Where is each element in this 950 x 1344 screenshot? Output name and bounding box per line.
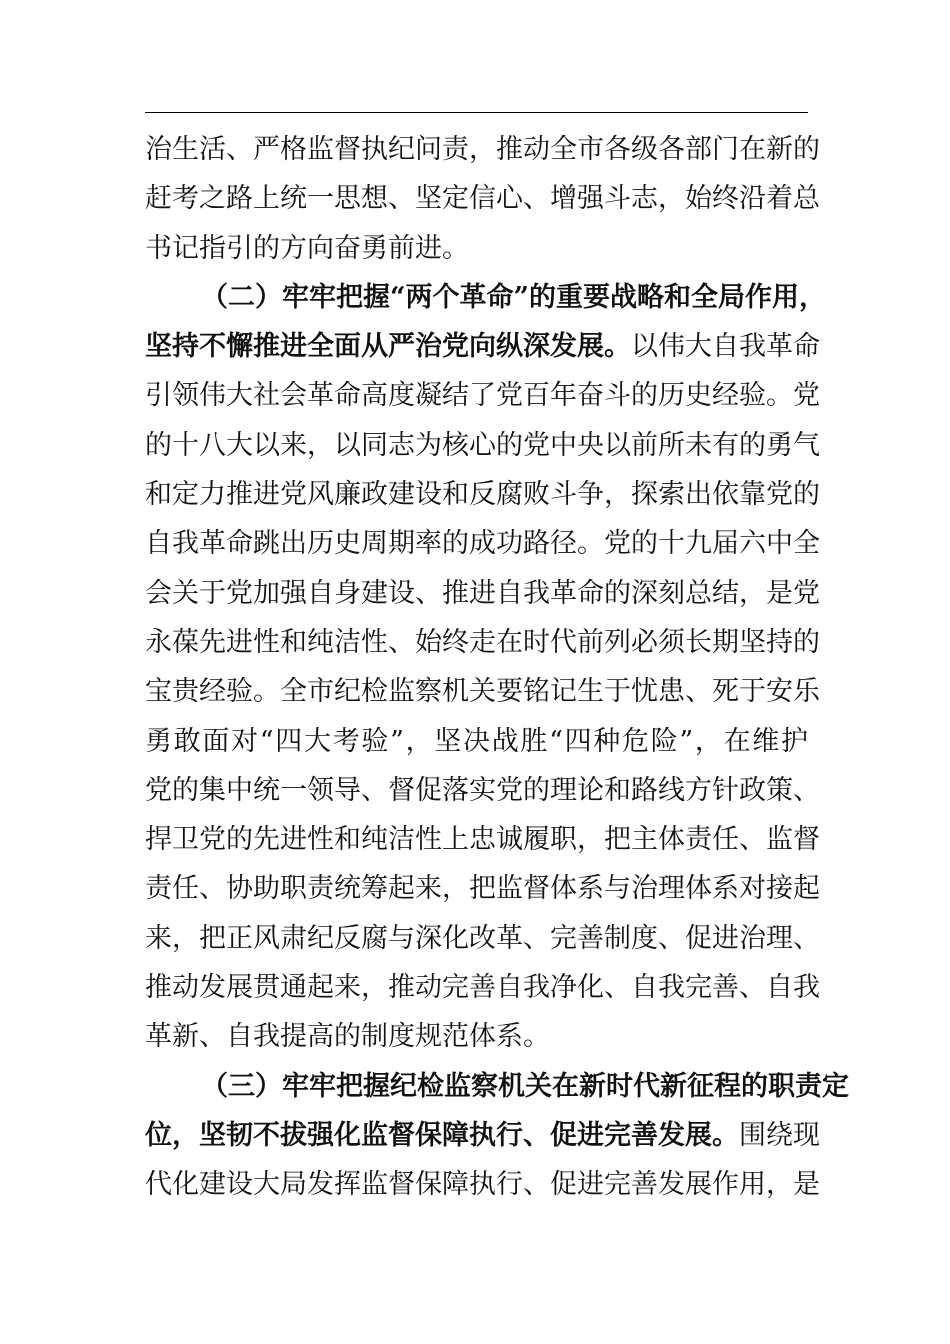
paragraph-line xyxy=(145,322,820,371)
paragraph-line: 来，把正风肃纪反腐与深化改革、完善制度、促进治理、 xyxy=(145,922,820,954)
paragraph-line: 的十八大以来，以同志为核心的党中央以前所未有的勇气 xyxy=(145,429,820,461)
paragraph-line: 会关于党加强自身建设、推进自我革命的深刻总结，是党 xyxy=(145,577,820,609)
paragraph-line: 捍卫党的先进性和纯洁性上忠诚履职，把主体责任、监督 xyxy=(145,824,820,856)
paragraph-line: 赶考之路上统一思想、坚定信心、增强斗志，始终沿着总 xyxy=(145,183,820,215)
paragraph-line: 书记指引的方向奋勇前进。 xyxy=(145,232,469,264)
paragraph-line: 治生活、严格监督执纪问责，推动全市各级各部门在新的 xyxy=(145,134,820,165)
paragraph-line: 党的集中统一领导、督促落实党的理论和路线方针政策、 xyxy=(145,774,820,806)
section-heading-2: （二）牢牢把握“两个革命”的重要战略和全局作用， xyxy=(201,281,827,313)
paragraph-line xyxy=(145,1111,820,1160)
section-heading-3: （三）牢牢把握纪检监察机关在新时代新征程的职责定 xyxy=(201,1070,849,1102)
paragraph-line: 自我革命跳出历史周期率的成功路径。党的十九届六中全 xyxy=(145,528,820,560)
paragraph-line: 宝贵经验。全市纪检监察机关要铭记生于忧患、死于安乐 xyxy=(145,676,820,708)
header-rule xyxy=(145,112,808,113)
paragraph-line: 和定力推进党风廉政建设和反腐败斗争，探索出依靠党的 xyxy=(145,479,820,511)
paragraph-line: 推动发展贯通起来，推动完善自我净化、自我完善、自我 xyxy=(145,972,820,1004)
section-heading-3-continued: 位，坚韧不拔强化监督保障执行、促进完善发展。 xyxy=(145,1119,739,1151)
paragraph-text: 以伟大自我革命 xyxy=(631,331,820,363)
paragraph-line: 永葆先进性和纯洁性、始终走在时代前列必须长期坚持的 xyxy=(145,626,820,658)
paragraph-line: 责任、协助职责统筹起来，把监督体系与治理体系对接起 xyxy=(145,873,820,905)
paragraph-line: 革新、自我提高的制度规范体系。 xyxy=(145,1021,550,1053)
section-heading-2-continued: 坚持不懈推进全面从严治党向纵深发展。 xyxy=(145,331,631,363)
paragraph-line: 引领伟大社会革命高度凝结了党百年奋斗的历史经验。党 xyxy=(145,380,820,412)
paragraph-line: 代化建设大局发挥监督保障执行、促进完善发展作用，是 xyxy=(145,1169,820,1201)
paragraph-line: 勇敢面对“四大考验”，坚决战胜“四种危险”，在维护 xyxy=(145,725,808,757)
paragraph-text: 围绕现 xyxy=(739,1119,820,1151)
document-body xyxy=(145,125,849,1210)
